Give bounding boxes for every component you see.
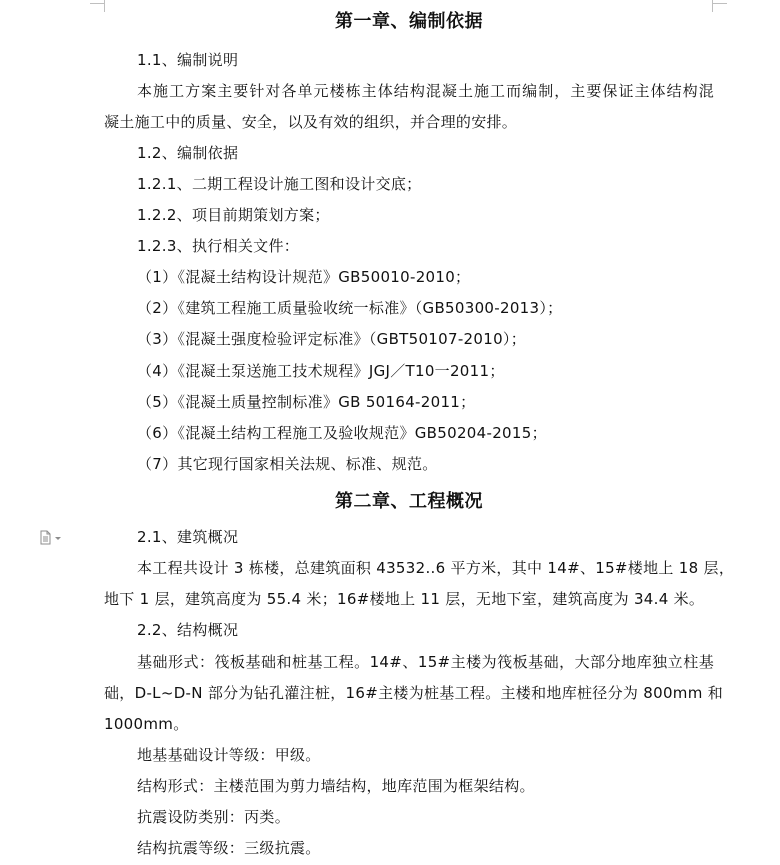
page-margin-corner-right-h [713, 3, 727, 4]
section-1-2-heading: 1.2、编制依据 [137, 144, 239, 162]
reference-item: （4）《混凝土泵送施工技术规程》JGJ／T10一2011； [137, 362, 505, 380]
reference-item: （5）《混凝土质量控制标准》GB 50164-2011； [137, 393, 476, 411]
section-2-1-heading: 2.1、建筑概况 [137, 528, 239, 546]
section-1-1-paragraph-line-1: 本施工方案主要针对各单元楼栋主体结构混凝土施工而编制，主要保证主体结构混 [137, 82, 714, 100]
reference-item: （3）《混凝土强度检验评定标准》（GBT50107-2010）； [137, 330, 527, 348]
structural-form: 结构形式：主楼范围为剪力墙结构，地库范围为框架结构。 [137, 777, 535, 795]
page-margin-corner-left-h [90, 3, 104, 4]
section-2-2-paragraph-line-3: 1000mm。 [104, 715, 189, 733]
seismic-category: 抗震设防类别：丙类。 [137, 808, 291, 826]
seismic-grade: 结构抗震等级：三级抗震。 [137, 839, 321, 857]
section-2-2-paragraph-line-1: 基础形式：筏板基础和桩基工程。14#、15#主楼为筏板基础，大部分地库独立柱基 [137, 653, 714, 671]
section-1-2-3: 1.2.3、执行相关文件： [137, 237, 300, 255]
reference-item: （6）《混凝土结构工程施工及验收规范》GB50204-2015； [137, 424, 547, 442]
reference-item: （7）其它现行国家相关法规、标准、规范。 [137, 455, 438, 473]
section-1-1-paragraph-line-2: 凝土施工中的质量、安全，以及有效的组织，并合理的安排。 [104, 113, 518, 131]
section-2-2-paragraph-line-2: 础，D-L~D-N 部分为钻孔灌注桩，16#主楼为桩基工程。主楼和地库桩径分为 800mm 和 [104, 684, 723, 702]
reference-item: （1）《混凝土结构设计规范》GB50010-2010； [137, 268, 471, 286]
chapter-2-title: 第二章、工程概况 [335, 491, 483, 512]
section-1-1-heading: 1.1、编制说明 [137, 51, 239, 69]
section-2-1-paragraph-line-1: 本工程共设计 3 栋楼，总建筑面积 43532..6 平方米，其中 14#、15#楼地上 18 层， [137, 559, 735, 577]
document-paste-options-icon[interactable] [39, 530, 63, 546]
reference-item: （2）《建筑工程施工质量验收统一标准》（GB50300-2013）； [137, 299, 563, 317]
section-1-2-2: 1.2.2、项目前期策划方案； [137, 206, 330, 224]
section-2-1-paragraph-line-2: 地下 1 层，建筑高度为 55.4 米；16#楼地上 11 层，无地下室，建筑高度为 34.4 米。 [104, 590, 705, 608]
chapter-1-title: 第一章、编制依据 [335, 11, 483, 32]
section-1-2-1: 1.2.1、二期工程设计施工图和设计交底； [137, 175, 422, 193]
section-2-2-heading: 2.2、结构概况 [137, 621, 239, 639]
foundation-design-grade: 地基基础设计等级：甲级。 [137, 746, 321, 764]
